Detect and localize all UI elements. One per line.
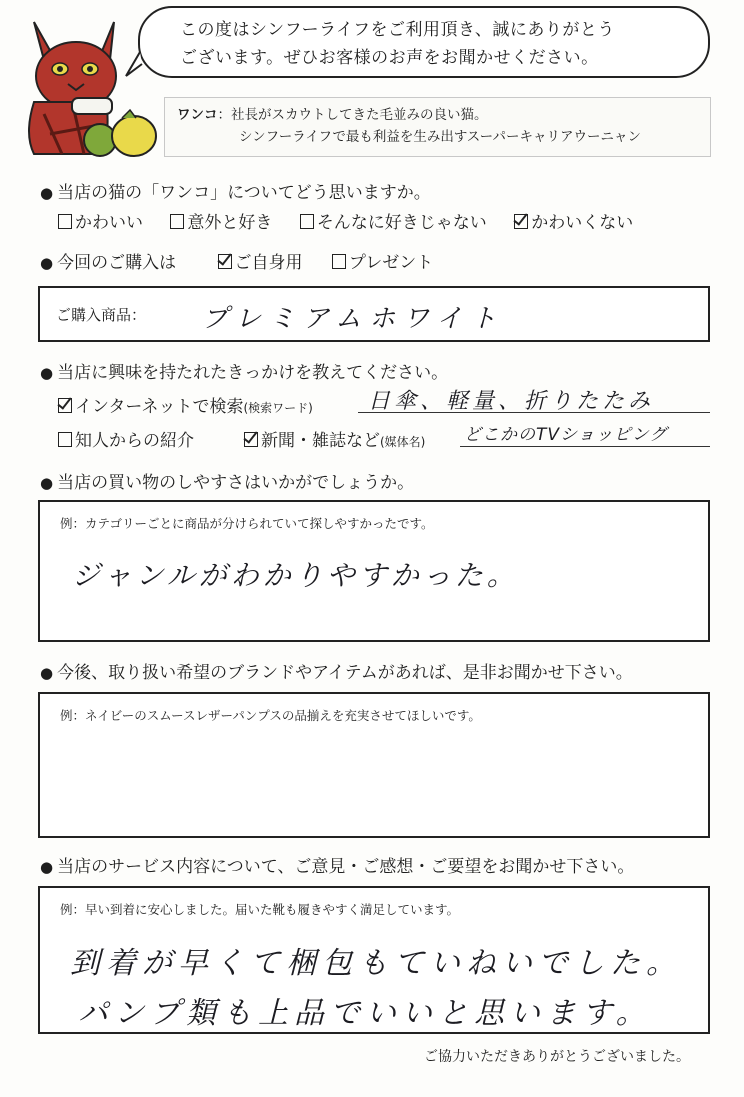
option-present[interactable]: プレゼント bbox=[332, 253, 433, 273]
checked-checkbox-icon[interactable] bbox=[58, 398, 72, 413]
question-text: 当店に興味を持たれたきっかけを教えてください。 bbox=[57, 363, 449, 383]
bullet-icon: ● bbox=[40, 664, 54, 682]
handwritten-answer-line-1: 到着が早くて梱包もていねいでした。 bbox=[70, 946, 682, 981]
greeting-line-2: ございます。ぜひお客様のお声をお聞かせください。 bbox=[180, 48, 599, 68]
product-handwritten-answer[interactable]: プレミアムホワイト bbox=[202, 304, 505, 334]
question-text: 当店の猫の「ワンコ」についてどう思いますか。 bbox=[57, 183, 431, 203]
question-text: 今後、取り扱い希望のブランドやアイテムがあれば、是非お聞かせ下さい。 bbox=[57, 663, 633, 683]
search-keyword-handwritten: 日傘、軽量、折りたたみ bbox=[368, 389, 655, 414]
checked-checkbox-icon[interactable] bbox=[218, 254, 232, 269]
purchased-product-box bbox=[38, 286, 710, 342]
checkbox-icon[interactable] bbox=[58, 432, 72, 447]
mascot-intro-line-2: シンフーライフで最も利益を生み出すスーパーキャリアウーニャン bbox=[239, 129, 641, 145]
question-purchase-purpose bbox=[40, 248, 433, 273]
mascot-intro-box bbox=[164, 97, 711, 157]
product-label: ご購入商品： bbox=[56, 306, 147, 324]
option-friend-referral[interactable]: 知人からの紹介 bbox=[58, 426, 194, 451]
bullet-icon: ● bbox=[40, 474, 54, 492]
question-shopping-ease bbox=[40, 468, 414, 493]
question-interest-trigger bbox=[40, 358, 448, 383]
question-brand-requests bbox=[40, 658, 633, 683]
example-text: 例：カテゴリーごとに商品が分けられていて探しやすかったです。 bbox=[60, 516, 434, 531]
handwritten-answer-line-2: パンプ類も上品でいいと思います。 bbox=[78, 996, 652, 1031]
handwritten-answer: ジャンルがわかりやすかった。 bbox=[72, 559, 519, 592]
service-feedback-answer-box[interactable] bbox=[38, 886, 710, 1034]
checkbox-icon[interactable] bbox=[332, 254, 346, 269]
brand-requests-answer-box[interactable] bbox=[38, 692, 710, 838]
question-text: 当店の買い物のしやすさはいかがでしょうか。 bbox=[57, 473, 415, 493]
greeting-speech-bubble bbox=[138, 6, 710, 78]
bullet-icon: ● bbox=[40, 858, 54, 876]
option-internet-search[interactable]: インターネットで検索(検索ワード) bbox=[58, 392, 708, 417]
question-text: 今回のご購入は bbox=[57, 253, 177, 273]
question-cat-opinion bbox=[40, 178, 431, 203]
option-igai-suki[interactable]: 意外と好き bbox=[170, 213, 272, 233]
cat-opinion-options bbox=[58, 208, 633, 233]
bullet-icon: ● bbox=[40, 364, 54, 382]
question-service-feedback bbox=[40, 852, 634, 877]
option-newspaper-magazine[interactable]: 新聞・雑誌など(媒体名) bbox=[244, 426, 425, 451]
search-keyword-field[interactable] bbox=[358, 386, 710, 413]
bullet-icon: ● bbox=[40, 184, 54, 202]
option-sonnani-suki-janai[interactable]: そんなに好きじゃない bbox=[300, 213, 487, 233]
checked-checkbox-icon[interactable] bbox=[514, 214, 528, 229]
option-kawaii[interactable]: かわいい bbox=[58, 213, 143, 233]
greeting-line-1: この度はシンフーライフをご利用頂き、誠にありがとう bbox=[180, 20, 615, 40]
media-name-field[interactable] bbox=[460, 420, 710, 447]
footer-thanks: ご協力いただきありがとうございました。 bbox=[424, 1049, 690, 1065]
example-text: 例：ネイビーのスムースレザーパンプスの品揃えを充実させてほしいです。 bbox=[60, 708, 481, 723]
bullet-icon: ● bbox=[40, 254, 54, 272]
checkbox-icon[interactable] bbox=[170, 214, 184, 229]
question-text: 当店のサービス内容について、ご意見・ご感想・ご要望をお聞かせ下さい。 bbox=[57, 857, 635, 877]
shopping-ease-answer-box[interactable] bbox=[38, 500, 710, 642]
checkbox-icon[interactable] bbox=[58, 214, 72, 229]
option-self-use[interactable]: ご自身用 bbox=[218, 253, 303, 273]
checkbox-icon[interactable] bbox=[300, 214, 314, 229]
media-name-handwritten: どこかのTVショッピング bbox=[464, 425, 668, 445]
option-kawaikunai[interactable]: かわいくない bbox=[514, 213, 633, 233]
example-text: 例：早い到着に安心しました。届いた靴も履きやすく満足しています。 bbox=[60, 902, 460, 917]
mascot-name: ワンコ bbox=[177, 107, 218, 123]
checked-checkbox-icon[interactable] bbox=[244, 432, 258, 447]
mascot-intro-line-1: ：社長がスカウトしてきた毛並みの良い猫。 bbox=[217, 107, 488, 123]
speech-bubble-tail bbox=[124, 52, 144, 78]
